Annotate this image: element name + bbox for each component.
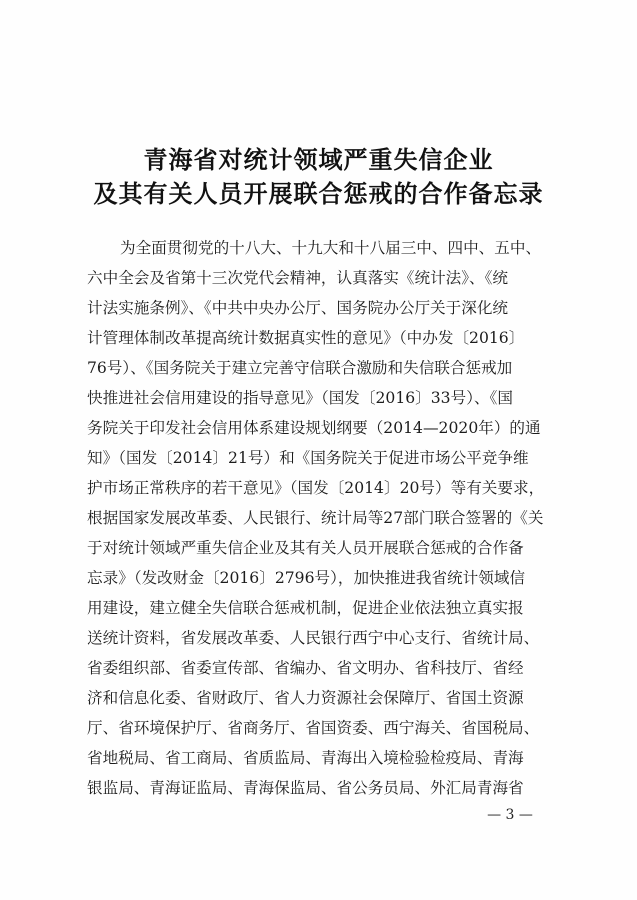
body-line-12: 忘录》（发改财金〔2016〕2796号），加快推进我省统计领域信 [87,569,526,587]
body-line-19: 银监局、青海证监局、青海保监局、省公务员局、外汇局青海省 [87,779,524,797]
body-line-16: 济和信息化委、省财政厅、省人力资源社会保障厅、省国土资源 [87,689,524,707]
body-line-2: 六中全会及省第十三次党代会精神，认真落实《统计法》、《统 [87,269,509,287]
body-line-13: 用建设，建立健全失信联合惩戒机制，促进企业依法独立真实报 [87,599,524,617]
document-title-line-1: 青海省对统计领域严重失信企业 [143,145,494,174]
page-number: — 3 — [487,807,533,823]
body-line-5: 76号）、《国务院关于建立完善守信联合激励和失信联合惩戒加 [87,359,513,377]
body-line-10: 根据国家发展改革委、人民银行、统计局等27部门联合签署的《关 [87,509,544,527]
body-line-17: 厅、省环境保护厅、省商务厅、省国资委、西宁海关、省国税局、 [87,719,540,737]
body-line-6: 快推进社会信用建设的指导意见》（国发〔2016〕33号）、《国 [87,389,513,407]
body-line-11: 于对统计领域严重失信企业及其有关人员开展联合惩戒的合作备 [87,539,524,557]
body-line-1: 为全面贯彻党的十八大、十九大和十八届三中、四中、五中、 [120,239,542,257]
body-line-3: 计法实施条例》、《中共中央办公厅、国务院办公厅关于深化统 [87,299,509,317]
body-line-7: 务院关于印发社会信用体系建设规划纲要（2014—2020年）的通 [87,419,541,437]
body-line-8: 知》（国发〔2014〕21号）和《国务院关于促进市场公平竞争维 [87,449,529,467]
body-line-18: 省地税局、省工商局、省质监局、青海出入境检验检疫局、青海 [87,749,524,767]
body-line-4: 计管理体制改革提高统计数据真实性的意见》（中办发〔2016〕 [87,329,525,347]
document-title-line-2: 及其有关人员开展联合惩戒的合作备忘录 [93,179,544,208]
body-line-15: 省委组织部、省委宣传部、省编办、省文明办、省科技厅、省经 [87,659,524,677]
body-line-9: 护市场正常秩序的若干意见》（国发〔2014〕20号）等有关要求， [87,479,545,497]
body-line-14: 送统计资料，省发展改革委、人民银行西宁中心支行、省统计局、 [87,629,540,647]
